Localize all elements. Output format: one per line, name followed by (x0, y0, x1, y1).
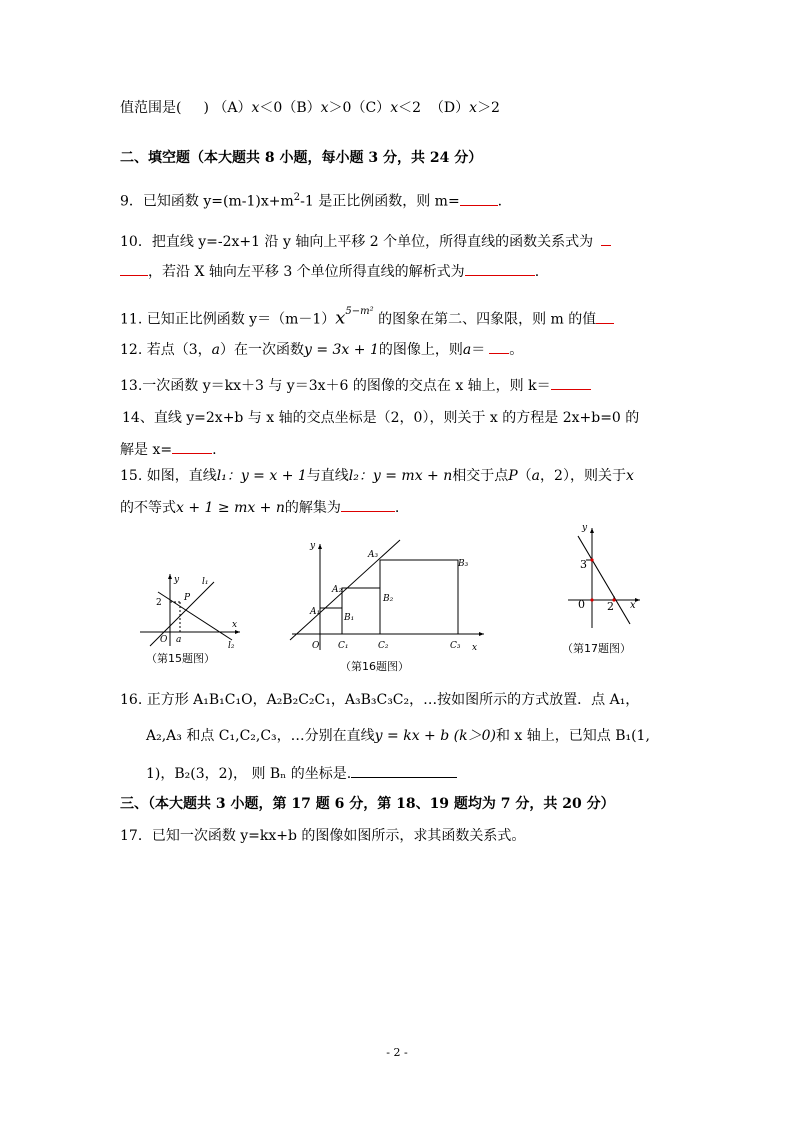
answer-blank-12[interactable] (489, 341, 509, 354)
page-number: - 2 - (386, 1046, 408, 1059)
question-14-line-2: 解是 x= . (120, 442, 217, 458)
svg-text:2: 2 (607, 600, 614, 613)
question-12: 12. 若点（3，a）在一次函数y = 3x + 1的图像上，则a＝ 。 (120, 342, 524, 358)
svg-text:A₃: A₃ (368, 550, 379, 560)
svg-text:l₁: l₁ (202, 577, 209, 587)
svg-text:B₁: B₁ (344, 613, 355, 623)
q8-options: 值范围是( ) （A）x＜0（B）x＞0（C）x＜2 （D）x＞2 (120, 100, 500, 116)
svg-text:B₃: B₃ (458, 559, 469, 569)
question-16-line-1: 16. 正方形 A₁B₁C₁O，A₂B₂C₂C₁，A₃B₃C₃C₂，…按如图所示的方式放置．点 A₁， (120, 692, 640, 708)
svg-text:y: y (310, 541, 316, 551)
svg-text:a: a (176, 635, 182, 645)
svg-text:B₂: B₂ (383, 594, 394, 604)
question-14-line-1: 14、直线 y=2x+b 与 x 轴的交点坐标是（2，0），则关于 x 的方程是 2x+b=0 的 (122, 410, 640, 426)
answer-blank-11[interactable] (596, 311, 614, 324)
svg-text:2: 2 (156, 598, 162, 608)
question-10-line-1: 10．把直线 y=-2x+1 沿 y 轴向上平移 2 个单位，所得直线的函数关系式为 (120, 232, 611, 252)
question-10-line-2: ，若沿 X 轴向左平移 3 个单位所得直线的解析式为 . (120, 262, 539, 282)
answer-blank-13[interactable] (551, 377, 591, 390)
svg-text:C₃: C₃ (450, 641, 461, 651)
question-15-line-1: 15. 如图，直线l₁：y = x + 1与直线l₂：y = mx + n相交于点P（a，2），则关于x (120, 468, 634, 484)
figure-17-caption: （第17题图） (562, 642, 631, 655)
answer-blank-14[interactable] (172, 441, 212, 454)
figure-15 (136, 570, 246, 650)
svg-text:C₁: C₁ (338, 641, 349, 651)
figure-15-caption: （第15题图） (146, 652, 215, 665)
question-11: 11. 已知正比例函数 $y=(m-1)x^{5-m^2}$ 的图象在第二、四象限，则 m 的值 (120, 306, 614, 330)
answer-blank-10a-cont[interactable] (120, 263, 148, 276)
svg-text:A₁: A₁ (310, 607, 321, 617)
answer-blank-10a[interactable] (601, 233, 611, 246)
question-16-line-3: 1)，B₂(3，2)， 则 Bₙ 的坐标是. (146, 764, 457, 784)
figure-16-caption: （第16题图） (340, 660, 409, 673)
svg-text:3: 3 (580, 558, 587, 571)
question-17: 17．已知一次函数 y=kx+b 的图像如图所示，求其函数关系式。 (120, 828, 526, 844)
answer-blank-9[interactable] (460, 193, 498, 206)
section-3-title: 三、（本大题共 3 小题，第 17 题 6 分，第 18、19 题均为 7 分，共 20 分） (120, 796, 615, 812)
svg-text:x: x (232, 620, 238, 630)
question-15-line-2: 的不等式x + 1 ≥ mx + n的解集为 . (120, 500, 400, 516)
answer-blank-16[interactable] (351, 765, 457, 778)
svg-text:l₂: l₂ (228, 641, 235, 650)
answer-blank-15[interactable] (341, 499, 395, 512)
svg-text:x: x (472, 643, 478, 653)
question-16-line-2: A₂,A₃ 和点 C₁,C₂,C₃，…分别在直线y = kx + b (k＞0)和 x 轴上，已知点 B₁(1, (146, 728, 650, 744)
svg-text:0: 0 (578, 598, 585, 611)
figure-16 (288, 538, 488, 658)
question-9: 9．已知函数 $y=(m-1)x+m^2-1$ 是正比例函数，则 m= . (120, 192, 503, 210)
question-13: 13.一次函数 y＝kx＋3 与 y＝3x＋6 的图像的交点在 x 轴上，则 k＝ (120, 376, 591, 396)
svg-text:y: y (582, 523, 588, 533)
figure-17 (556, 520, 646, 630)
svg-text:C₂: C₂ (378, 641, 389, 651)
svg-text:x: x (630, 600, 636, 611)
svg-text:y: y (174, 575, 180, 585)
answer-blank-10b[interactable] (465, 263, 535, 276)
section-2-title: 二、填空题（本大题共 8 小题，每小题 3 分，共 24 分） (120, 150, 483, 166)
svg-text:O: O (160, 635, 168, 645)
svg-text:O: O (312, 641, 320, 651)
svg-text:P: P (184, 593, 191, 603)
svg-text:A₂: A₂ (332, 585, 343, 595)
